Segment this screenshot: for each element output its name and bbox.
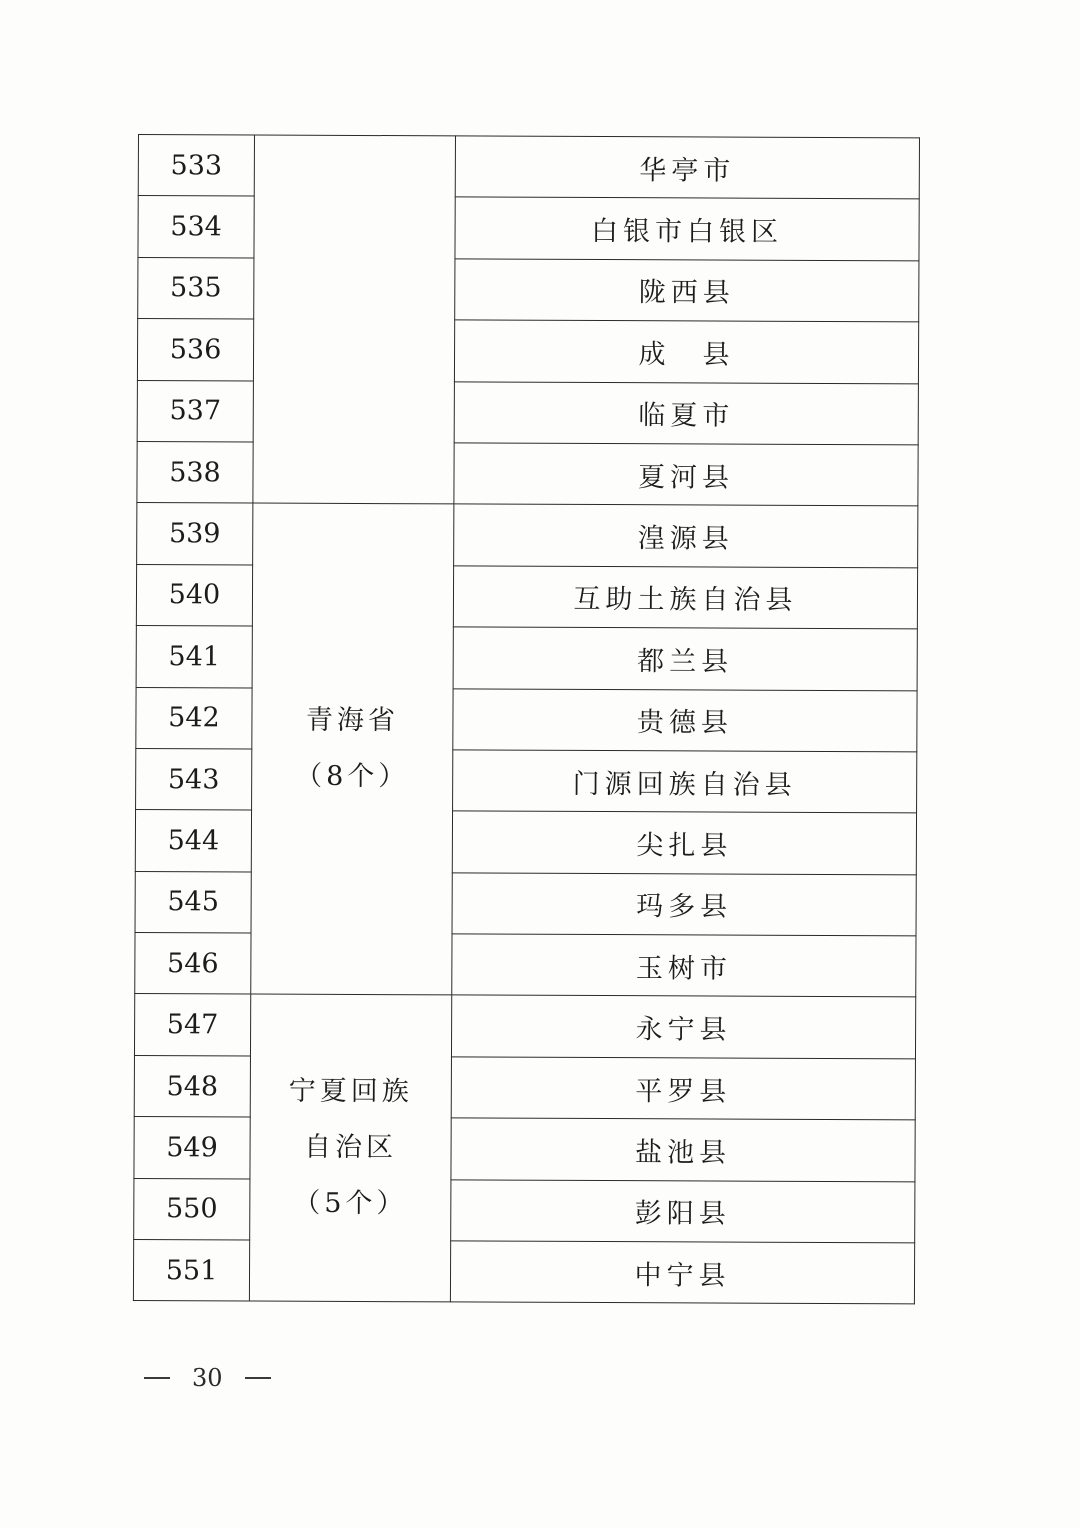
county-name: 中宁县 bbox=[450, 1241, 914, 1304]
county-name: 彭阳县 bbox=[451, 1180, 915, 1243]
row-number: 533 bbox=[138, 135, 254, 197]
page-number: 30 bbox=[192, 1364, 223, 1392]
row-number: 546 bbox=[135, 933, 251, 995]
row-number: 550 bbox=[134, 1178, 250, 1240]
row-number: 535 bbox=[138, 257, 254, 319]
county-name: 玛多县 bbox=[452, 873, 916, 936]
county-name: 白银市白银区 bbox=[455, 197, 919, 260]
row-number: 540 bbox=[136, 564, 252, 626]
county-name: 平罗县 bbox=[451, 1057, 915, 1120]
province-cell-gansu bbox=[253, 135, 456, 504]
county-name: 互助土族自治县 bbox=[453, 566, 917, 629]
county-name: 盐池县 bbox=[451, 1118, 915, 1181]
row-number: 547 bbox=[134, 994, 250, 1056]
county-name: 都兰县 bbox=[453, 627, 917, 690]
province-name-line-2: 自治区 bbox=[304, 1132, 398, 1164]
county-name: 湟源县 bbox=[454, 504, 918, 567]
row-number: 542 bbox=[136, 687, 252, 749]
row-number: 534 bbox=[138, 196, 254, 258]
county-name: 门源回族自治县 bbox=[453, 750, 917, 813]
table-row bbox=[137, 503, 918, 568]
county-name: 陇西县 bbox=[455, 259, 919, 322]
province-cell-ningxia bbox=[249, 994, 451, 1302]
row-number: 537 bbox=[137, 380, 253, 442]
page-footer bbox=[144, 1362, 271, 1394]
province-count: （5个） bbox=[293, 1188, 408, 1220]
county-name: 成 县 bbox=[454, 320, 918, 383]
county-name: 玉树市 bbox=[452, 934, 916, 997]
footer-dash-left bbox=[144, 1377, 170, 1379]
province-count: （8个） bbox=[295, 761, 410, 793]
row-number: 549 bbox=[134, 1117, 250, 1179]
county-name: 永宁县 bbox=[451, 995, 915, 1058]
county-name: 夏河县 bbox=[454, 443, 918, 506]
county-name: 贵德县 bbox=[453, 688, 917, 751]
row-number: 538 bbox=[137, 441, 253, 503]
row-number: 544 bbox=[135, 810, 251, 872]
row-number: 536 bbox=[137, 319, 253, 381]
row-number: 551 bbox=[133, 1240, 249, 1302]
province-name: 青海省 bbox=[305, 705, 400, 737]
row-number: 545 bbox=[135, 871, 251, 933]
county-name: 华亭市 bbox=[455, 136, 919, 199]
row-number: 548 bbox=[134, 1055, 250, 1117]
county-name: 尖扎县 bbox=[452, 811, 916, 874]
province-cell-qinghai bbox=[251, 503, 454, 995]
table-row bbox=[138, 135, 919, 200]
row-number: 539 bbox=[137, 503, 253, 565]
row-number: 541 bbox=[136, 626, 252, 688]
county-name: 临夏市 bbox=[454, 381, 918, 444]
table-row bbox=[134, 994, 915, 1059]
footer-dash-right bbox=[245, 1377, 271, 1379]
row-number: 543 bbox=[136, 748, 252, 810]
county-list-table bbox=[133, 134, 920, 1305]
province-name-line-1: 宁夏回族 bbox=[288, 1076, 413, 1108]
